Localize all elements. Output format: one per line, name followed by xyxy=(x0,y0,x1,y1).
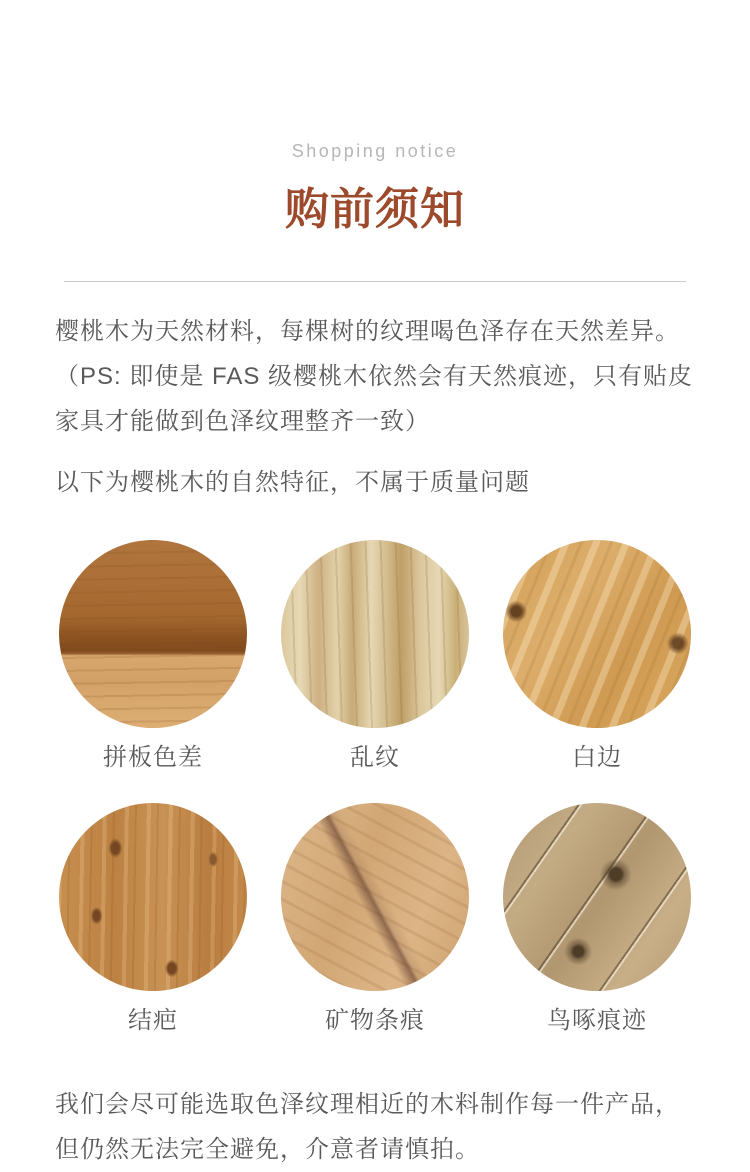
feature-label: 结疤 xyxy=(128,1007,178,1034)
footer-line-2: 但仍然无法完全避免，介意者请慎拍。 xyxy=(55,1136,480,1163)
feature-label: 矿物条痕 xyxy=(325,1007,425,1034)
features-intro-text: 以下为樱桃木的自然特征，不属于质量问题 xyxy=(55,469,530,496)
feature-label: 白边 xyxy=(572,744,622,771)
feature-panel-color-difference xyxy=(59,540,247,772)
feature-knots xyxy=(59,803,247,1035)
feature-bird-peck-marks xyxy=(503,803,691,1035)
footer-line-1: 我们会尽可能选取色泽纹理相近的木料制作每一件产品， xyxy=(55,1091,680,1118)
feature-label: 鸟啄痕迹 xyxy=(547,1007,647,1034)
wood-photo-panel-color-difference xyxy=(59,540,247,728)
footer-note xyxy=(55,1082,695,1172)
intro-line-1: 樱桃木为天然材料，每棵树的纹理喝色泽存在天然差异。 xyxy=(55,318,680,345)
feature-label: 拼板色差 xyxy=(103,744,203,771)
feature-white-edge xyxy=(503,540,691,772)
intro-paragraph xyxy=(55,309,695,444)
wood-photo-white-edge xyxy=(503,540,691,728)
page-header xyxy=(0,0,750,282)
page-title: 购前须知 xyxy=(285,185,465,234)
eyebrow-text: Shopping notice xyxy=(291,141,459,161)
feature-label: 乱纹 xyxy=(350,744,400,771)
intro-line-2: （PS: 即使是 FAS 级樱桃木依然会有天然痕迹，只有贴皮 xyxy=(55,363,694,390)
wood-photo-bird-peck-marks xyxy=(503,803,691,991)
feature-irregular-grain xyxy=(281,540,469,772)
wood-features-grid xyxy=(0,540,750,1035)
wood-photo-mineral-streaks xyxy=(281,803,469,991)
divider-line xyxy=(64,281,686,282)
intro-section xyxy=(55,309,695,505)
wood-photo-knots xyxy=(59,803,247,991)
intro-line-3: 家具才能做到色泽纹理整齐一致） xyxy=(55,408,430,435)
feature-mineral-streaks xyxy=(281,803,469,1035)
wood-photo-irregular-grain xyxy=(281,540,469,728)
